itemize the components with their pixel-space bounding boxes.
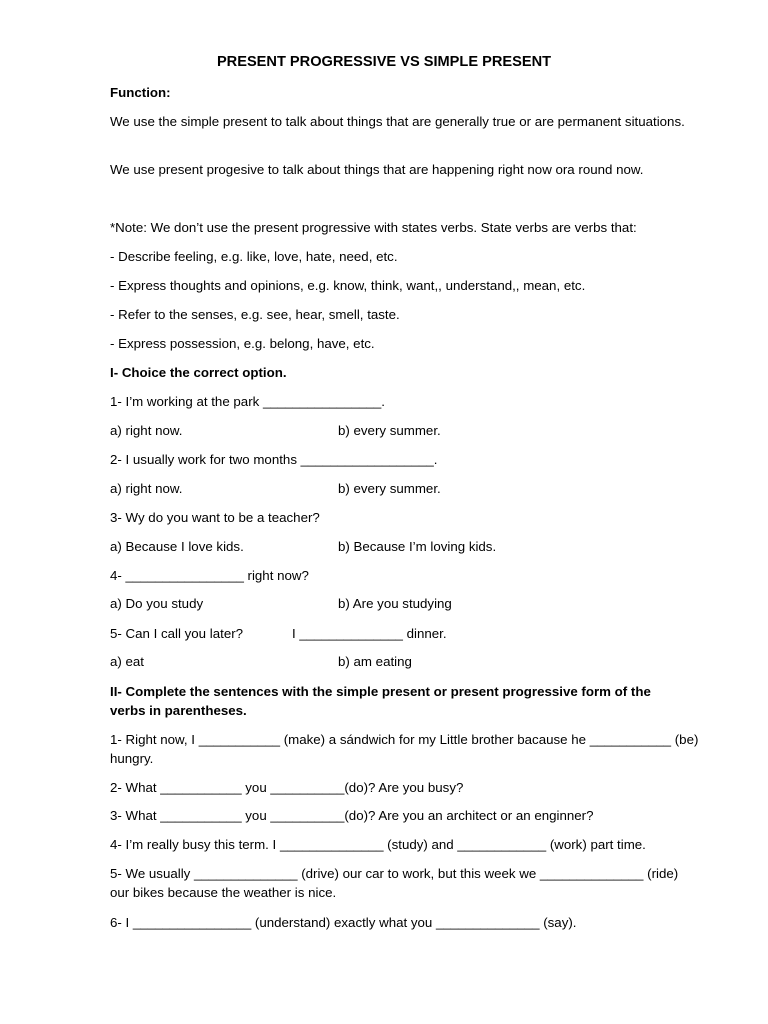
function-heading: Function: [110,85,171,100]
question-5-blank: I ______________ dinner. [292,626,447,641]
exercise-item-5: 5- We usually ______________ (drive) our car to work, but this week we ______________ (ride) our bikes because the weather is nice. [110,866,679,900]
note-text: *Note: We don’t use the present progressive with states verbs. State verbs are verbs that: [110,220,637,235]
exercise-item-2: 2- What ___________ you __________(do)? Are you busy? [110,780,464,795]
option-b: b) am eating [338,654,412,669]
exercise-item-4: 4- I’m really busy this term. I ______________ (study) and ____________ (work) part time. [110,837,646,852]
option-b: b) every summer. [338,481,441,496]
question-1: 1- I’m working at the park ________________. [110,394,385,409]
question-4: 4- ________________ right now? [110,568,309,583]
option-a: a) Do you study [110,596,204,611]
bullet-item: - Describe feeling, e.g. like, love, hate, need, etc. [110,249,398,264]
option-b: b) every summer. [338,423,441,438]
question-3: 3- Wy do you want to be a teacher? [110,510,320,525]
option-a: a) right now. [110,423,183,438]
page-title: PRESENT PROGRESSIVE VS SIMPLE PRESENT [216,54,552,70]
option-b: b) Are you studying [338,596,452,611]
section1-heading: I- Choice the correct option. [110,365,287,380]
exercise-item-3: 3- What ___________ you __________(do)? Are you an architect or an enginner? [110,808,594,823]
question-5-text: 5- Can I call you later? [110,626,244,641]
exercise-item-6: 6- I ________________ (understand) exactly what you ______________ (say). [110,915,577,930]
paragraph-simple-present: We use the simple present to talk about things that are generally true or are permanent situations. [110,114,685,129]
section2-heading: II- Complete the sentences with the simple present or present progressive form of the verbs in parentheses. [110,684,651,718]
question-2: 2- I usually work for two months __________________. [110,452,438,467]
bullet-item: - Refer to the senses, e.g. see, hear, smell, taste. [110,307,400,322]
option-a: a) right now. [110,481,183,496]
option-b: b) Because I’m loving kids. [338,539,497,554]
option-a: a) Because I love kids. [110,539,244,554]
option-a: a) eat [110,654,145,669]
exercise-item-1: 1- Right now, I ___________ (make) a sándwich for my Little brother bacause he ___________ (be) hungry. [110,732,699,766]
paragraph-present-progressive: We use present progesive to talk about things that are happening right now ora round now. [110,162,644,177]
bullet-item: - Express possession, e.g. belong, have, etc. [110,336,375,351]
bullet-item: - Express thoughts and opinions, e.g. know, think, want,, understand,, mean, etc. [110,278,586,293]
